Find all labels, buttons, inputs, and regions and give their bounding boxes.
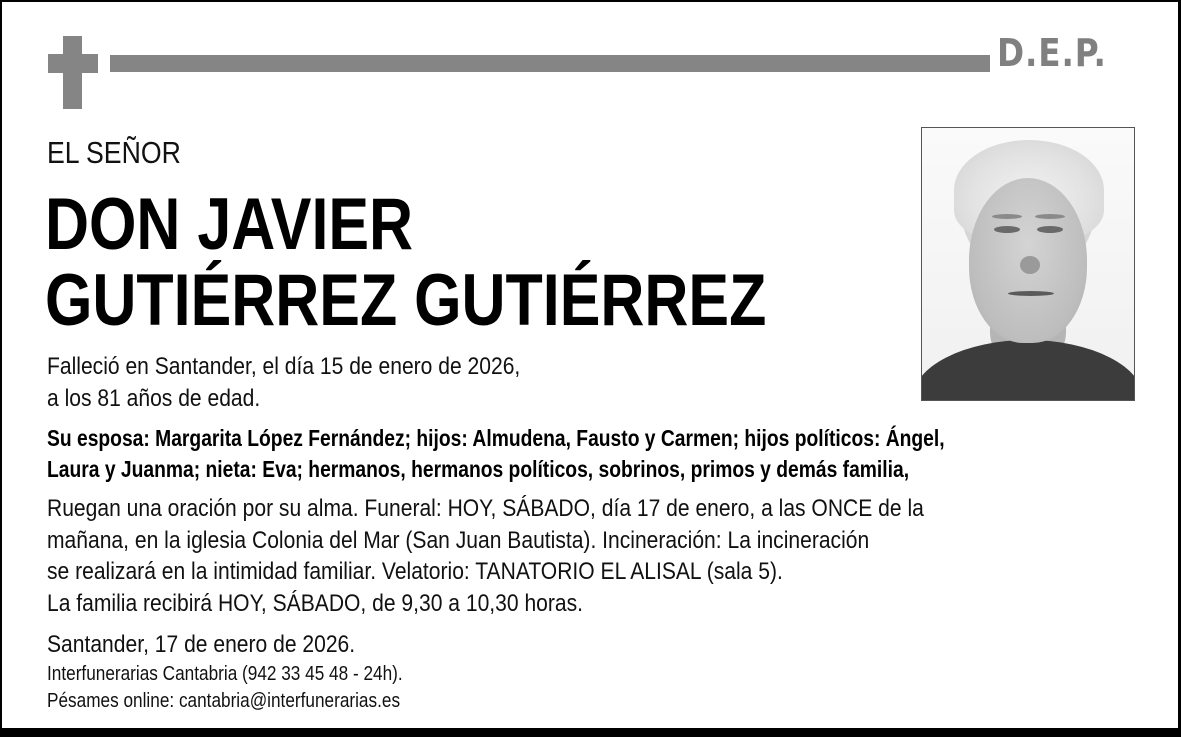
funeral-home: Interfunerarias Cantabria (942 33 45 48 - 24h). [47,663,403,685]
death-info [47,351,520,414]
condolences-email: Pésames online: cantabria@interfunerarias.es [47,690,401,712]
death-info-line: a los 81 años de edad. [47,384,261,412]
header-rule [110,55,990,72]
deceased-photo [921,127,1135,401]
deceased-name-line1: DON JAVIER [45,184,414,265]
service-line: Ruegan una oración por su alma. Funeral: HOY, SÁBADO, día 17 de enero, a las ONCE de la [47,495,924,522]
service-line: se realizará en la intimidad familiar. Velatorio: TANATORIO EL ALISAL (sala 5). [47,558,783,585]
service-line: mañana, en la iglesia Colonia del Mar (San Juan Bautista). Incineración: La incineración [47,526,870,554]
footer-contact [47,661,403,715]
service-details [47,493,924,619]
dep-label: D.E.P. [997,31,1107,75]
family-line: Laura y Juanma; nieta: Eva; hermanos, hermanos políticos, sobrinos, primos y demás familia, [47,455,910,482]
family-line: Su esposa: Margarita López Fernández; hijos: Almudena, Fausto y Carmen; hijos políticos: Ángel, [47,425,945,451]
honorific: EL SEÑOR [47,135,181,170]
death-info-line: Falleció en Santander, el día 15 de enero de 2026, [47,353,521,380]
family-list [47,423,945,484]
obituary-card [2,2,1178,728]
service-line: La familia recibirá HOY, SÁBADO, de 9,30 a 10,30 horas. [47,589,584,617]
deceased-name-line2: GUTIÉRREZ GUTIÉRREZ [45,260,767,341]
date-place: Santander, 17 de enero de 2026. [47,631,356,658]
